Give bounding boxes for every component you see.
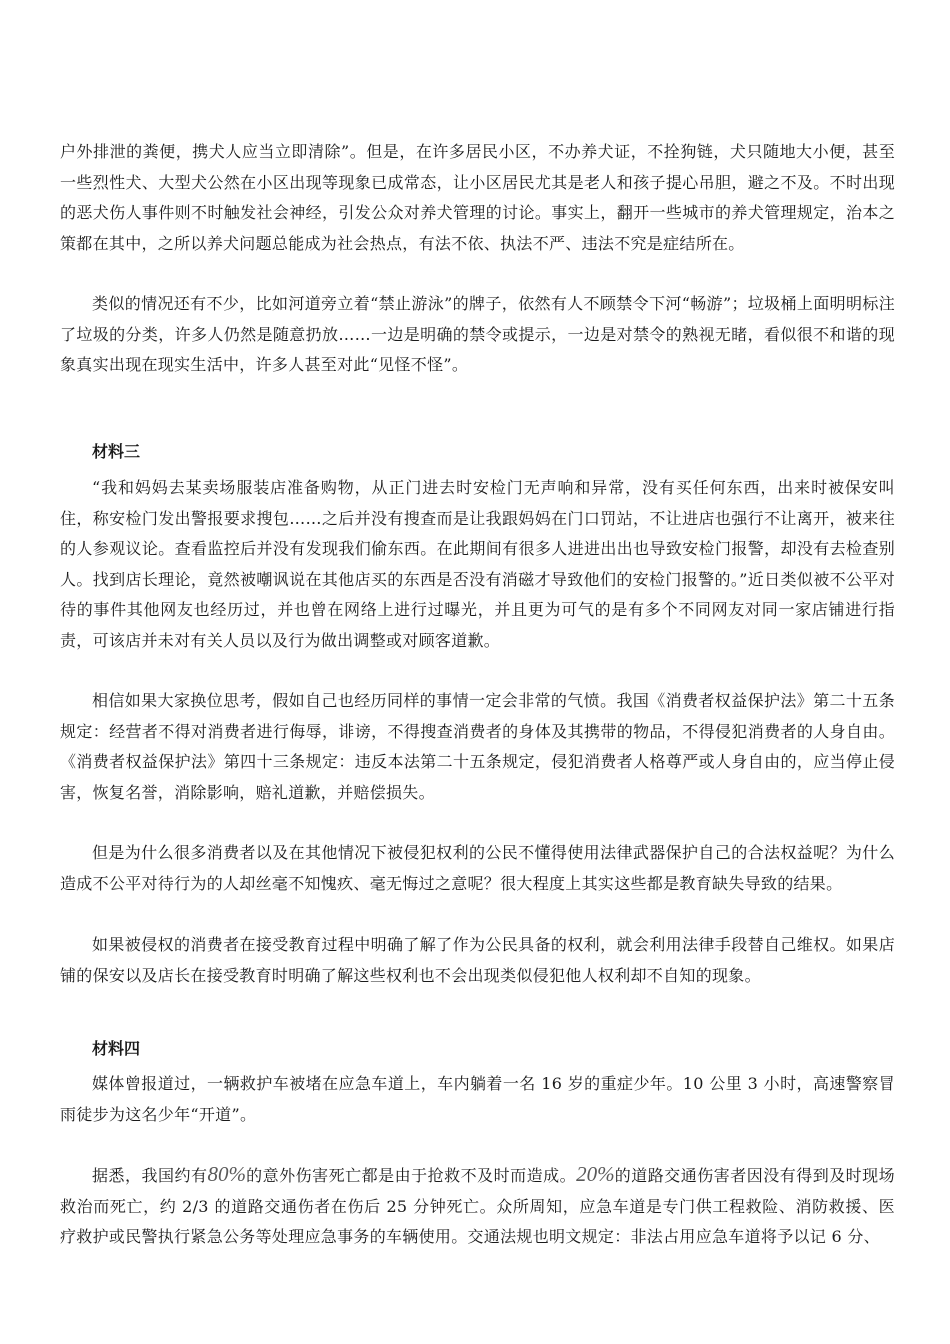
paragraph-consumer-law: 相信如果大家换位思考，假如自己也经历同样的事情一定会非常的气愤。我国《消费者权益保护法》第二十五条规定：经营者不得对消费者进行侮辱，诽谤，不得搜查消费者的身体及其携带的物品，不得侵犯消费者的人身自由。《消费者权益保护法》第四十三条规定：违反本法第二十五条规定，侵犯消费者人格尊严或人身自由的，应当停止侵害，恢复名誉，消除影响，赔礼道歉，并赔偿损失。: [60, 691, 895, 802]
text-segment: 的道路交通伤害者因没有得到及时现场救治而死亡，约 2/3 的道路交通伤者在伤后 25 分钟死亡。众所周知，应急车道是专门供工程救险、消防救援、医疗救护或民警执行紧急公务等处理应急事务的车辆使用。交通法规也明文规定：非法占用应急车道将予以记 6 分、: [60, 1166, 895, 1246]
paragraph-education-question: 但是为什么很多消费者以及在其他情况下被侵犯权利的公民不懂得使用法律武器保护自己的合法权益呢？为什么造成不公平对待行为的人却丝毫不知愧疚、毫无悔过之意呢？很大程度上其实这些都是教育缺失导致的结果。: [60, 843, 895, 893]
paragraph-similar-cases: 类似的情况还有不少，比如河道旁立着“禁止游泳”的牌子，依然有人不顾禁令下河“畅游”；垃圾桶上面明明标注了垃圾的分类，许多人仍然是随意扔放……一边是明确的禁令或提示，一边是对禁令的熟视无睹，看似很不和谐的现象真实出现在现实生活中，许多人甚至对此“见怪不怪”。: [60, 294, 895, 374]
paragraph-dog-management: 户外排泄的粪便，携犬人应当立即清除”。但是，在许多居民小区，不办养犬证，不拴狗链，犬只随地大小便，甚至一些烈性犬、大型犬公然在小区出现等现象已成常态，让小区居民尤其是老人和孩子提心吊胆，避之不及。不时出现的恶犬伤人事件则不时触发社会神经，引发公众对养犬管理的讨论。事实上，翻开一些城市的养犬管理规定，治本之策都在其中，之所以养犬问题总能成为社会热点，有法不依、执法不严、违法不究是症结所在。: [60, 142, 895, 253]
paragraph-store-incident: “我和妈妈去某卖场服装店准备购物，从正门进去时安检门无声响和异常，没有买任何东西，出来时被保安叫住，称安检门发出警报要求搜包……之后并没有搜查而是让我跟妈妈在门口罚站，不让进店也强行不让离开，被来往的人参观议论。查看监控后并没有发现我们偷东西。在此期间有很多人进进出出也导致安检门报警，却没有去检查别人。找到店长理论，竟然被嘲讽说在其他店买的东西是否没有消磁才导致他们的安检门报警的。”近日类似被不公平对待的事件其他网友也经历过，并也曾在网络上进行过曝光，并且更为可气的是有多个不同网友对同一家店铺进行指责，可该店并未对有关人员以及行为做出调整或对顾客道歉。: [60, 478, 895, 650]
text-segment: 的意外伤害死亡都是由于抢救不及时而造成。: [245, 1166, 577, 1185]
paragraph-emergency-lane: [60, 1159, 895, 1253]
heading-material-4: 材料四: [92, 1039, 141, 1058]
heading-material-3: 材料三: [92, 442, 141, 461]
percentage-80: 80%: [207, 1162, 246, 1186]
text-segment: 据悉，我国约有: [92, 1166, 208, 1185]
paragraph-ambulance-report: 媒体曾报道过，一辆救护车被堵在应急车道上，车内躺着一名 16 岁的重症少年。10 公里 3 小时，高速警察冒雨徒步为这名少年“开道”。: [60, 1074, 895, 1124]
percentage-20: 20%: [576, 1162, 615, 1186]
paragraph-education-rights: 如果被侵权的消费者在接受教育过程中明确了解了作为公民具备的权利，就会利用法律手段替自己维权。如果店铺的保安以及店长在接受教育时明确了解这些权利也不会出现类似侵犯他人权利却不自知的现象。: [60, 935, 895, 985]
